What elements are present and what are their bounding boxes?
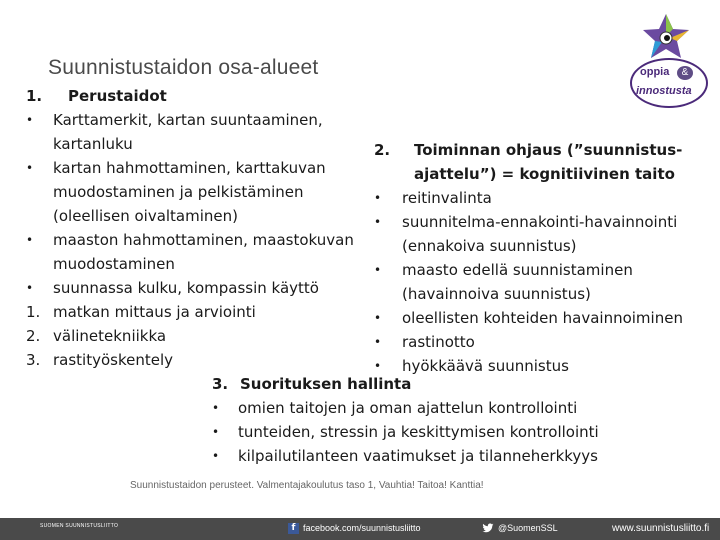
footer-left-logo: SUOMEN SUUNNISTUSLIITTO — [40, 523, 119, 529]
logo-text-oppia: oppia — [640, 66, 670, 78]
list-item: 3. Suorituksen hallinta — [212, 375, 412, 393]
logo-amp: & — [677, 66, 693, 80]
facebook-link[interactable]: facebook.com/suunnistusliitto — [303, 523, 421, 533]
twitter-handle[interactable]: @SuomenSSL — [498, 523, 558, 533]
list-item: • kartan hahmottaminen, karttakuvan muodostaminen ja pelkistäminen (oleellisen oivaltaminen) — [26, 159, 326, 225]
list-item: 1. matkan mittaus ja arviointi — [26, 303, 256, 321]
list-item: • suunnitelma-ennakointi-havainnointi (ennakoiva suunnistus) — [374, 213, 678, 255]
website-link[interactable]: www.suunnistusliitto.fi — [612, 523, 710, 534]
list-item: • Karttamerkit, kartan suuntaaminen, kartanluku — [26, 111, 323, 153]
list-item: • maaston hahmottaminen, maastokuvan muodostaminen — [26, 231, 354, 273]
list-item: 2. välinetekniikka — [26, 327, 167, 345]
logo-text-innostusta: innostusta — [636, 85, 692, 97]
list-item: • omien taitojen ja oman ajattelun kontrollointi — [212, 399, 578, 417]
list-item: • oleellisten kohteiden havainnoiminen — [374, 309, 683, 327]
facebook-icon[interactable]: f — [288, 523, 299, 534]
right-column — [374, 138, 714, 378]
footer-bar — [0, 518, 720, 540]
source-caption: Suunnistustaidon perusteet. Valmentajakoulutus taso 1, Vauhtia! Taitoa! Kanttia! — [130, 480, 484, 491]
list-item: • reitinvalinta — [374, 189, 492, 207]
list-item: • suunnassa kulku, kompassin käyttö — [26, 279, 319, 297]
list-item: • hyökkäävä suunnistus — [374, 357, 569, 375]
list-item: • kilpailutilanteen vaatimukset ja tilanneherkkyys — [212, 447, 598, 465]
left-column — [26, 84, 356, 372]
list-item: 1. Perustaidot — [26, 87, 167, 105]
page-title: Suunnistustaidon osa-alueet — [48, 56, 319, 79]
list-item: • rastinotto — [374, 333, 475, 351]
list-item: • maasto edellä suunnistaminen (havainnoiva suunnistus) — [374, 261, 633, 303]
list-item: 3. rastityöskentely — [26, 351, 174, 369]
bottom-section — [212, 372, 652, 468]
twitter-icon[interactable] — [482, 523, 494, 534]
list-item: 2. Toiminnan ohjaus (”suunnistus-ajattelu”) = kognitiivinen taito — [374, 141, 683, 183]
list-item: • tunteiden, stressin ja keskittymisen kontrollointi — [212, 423, 599, 441]
